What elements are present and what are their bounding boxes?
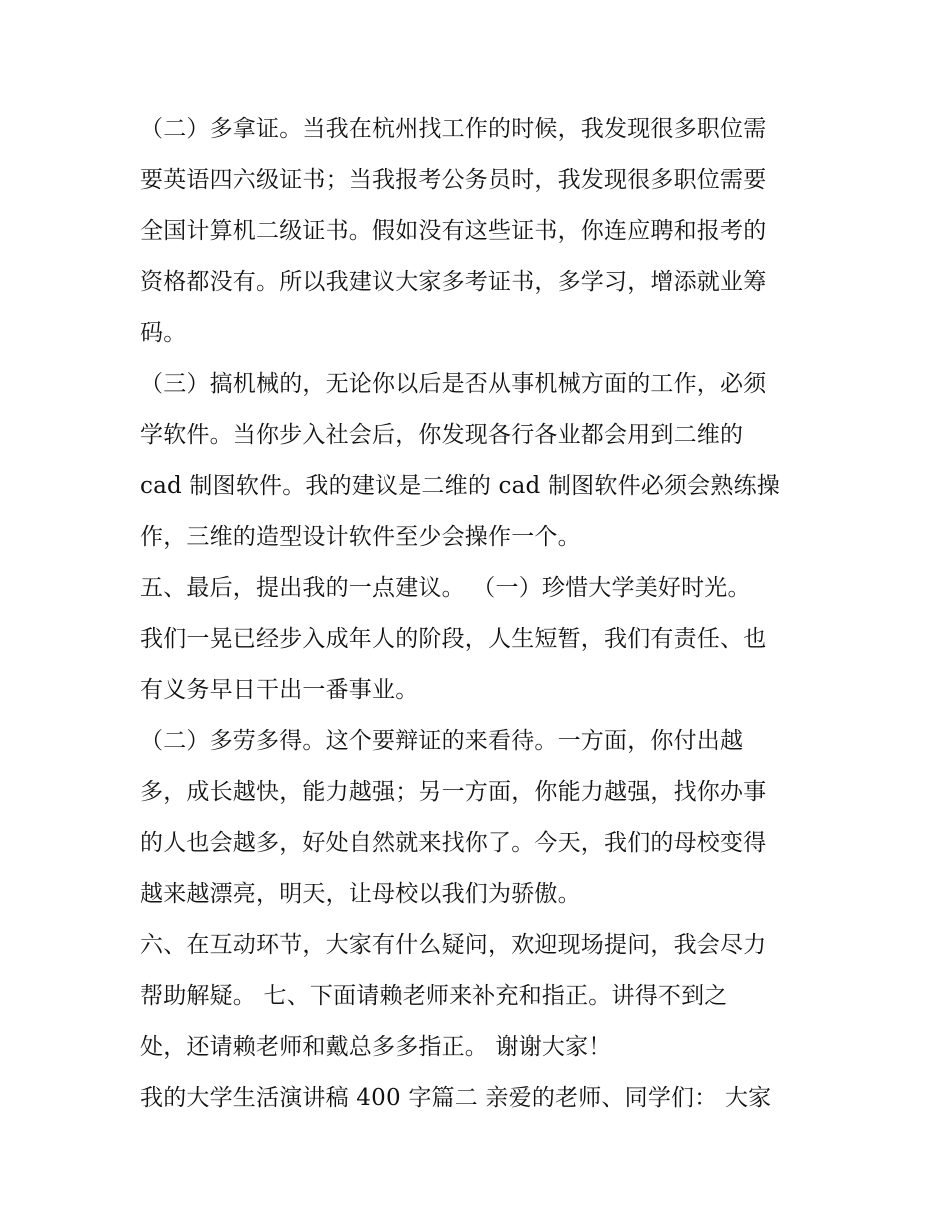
text-line: 资格都没有。所以我建议大家多考证书，多学习，增添就业筹 xyxy=(140,269,767,295)
text-line: 帮助解疑。 七、下面请赖老师来补充和指正。讲得不到之 xyxy=(140,983,728,1009)
text-line: 全国计算机二级证书。假如没有这些证书，你连应聘和报考的 xyxy=(140,218,767,244)
text-line: （二）多劳多得。这个要辩证的来看待。一方面，你付出越 xyxy=(140,728,744,754)
text-line: 我的大学生活演讲稿 400 字篇二 亲爱的老师、同学们： 大家 xyxy=(140,1085,772,1111)
document-body xyxy=(140,104,820,1124)
text-line: 学软件。当你步入社会后，你发现各行各业都会用到二维的 xyxy=(140,422,744,448)
text-line: 我们一晃已经步入成年人的阶段，人生短暂，我们有责任、也 xyxy=(140,626,767,652)
text-line: 作，三维的造型设计软件至少会操作一个。 xyxy=(140,524,581,550)
text-line: （二）多拿证。当我在杭州找工作的时候，我发现很多职位需 xyxy=(140,116,767,142)
text-line: 有义务早日干出一番事业。 xyxy=(140,677,419,703)
text-line: （三）搞机械的，无论你以后是否从事机械方面的工作，必须 xyxy=(140,371,767,397)
text-line: 六、在互动环节，大家有什么疑问，欢迎现场提问，我会尽力 xyxy=(140,932,767,958)
text-line: 五、最后，提出我的一点建议。 （一）珍惜大学美好时光。 xyxy=(140,575,751,601)
text-line: 越来越漂亮，明天，让母校以我们为骄傲。 xyxy=(140,881,581,907)
text-line: 处，还请赖老师和戴总多多指正。 谢谢大家！ xyxy=(140,1034,612,1060)
text-line: 的人也会越多，好处自然就来找你了。今天，我们的母校变得 xyxy=(140,830,767,856)
text-line: 多，成长越快，能力越强；另一方面，你能力越强，找你办事 xyxy=(140,779,767,805)
text-line: cad 制图软件。我的建议是二维的 cad 制图软件必须会熟练操 xyxy=(140,473,780,499)
text-line: 码。 xyxy=(140,320,187,346)
text-line: 要英语四六级证书；当我报考公务员时，我发现很多职位需要 xyxy=(140,167,767,193)
